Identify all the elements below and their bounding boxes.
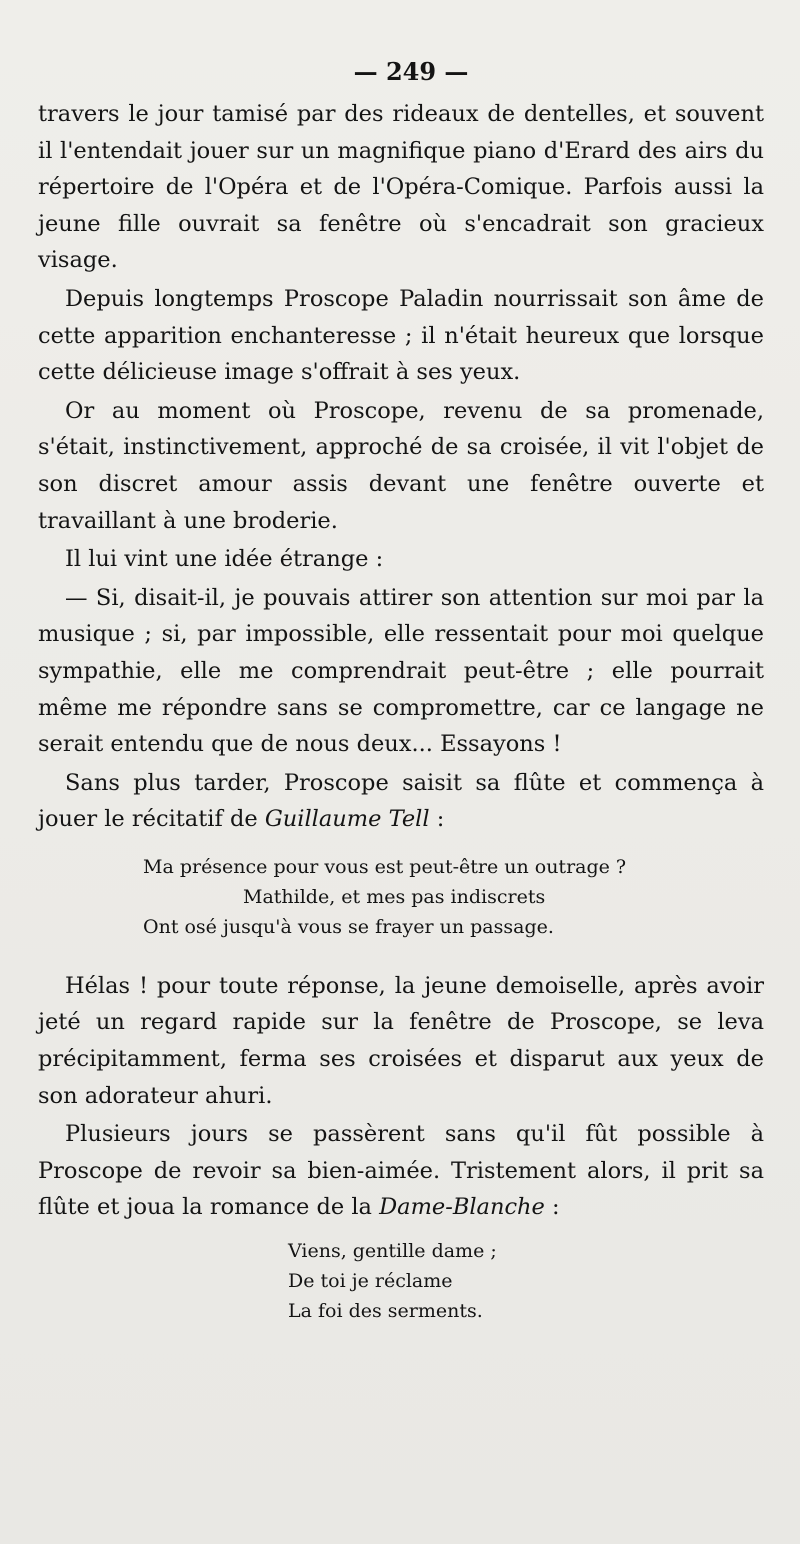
- page-number: — 249 —: [353, 57, 469, 86]
- paragraph: Depuis longtemps Proscope Paladin nourrissait son âme de cette apparition enchanteresse ; il n'était heureux que lorsque cette délicieuse image s'offrait à ses yeux.: [38, 285, 764, 386]
- paragraph: — Si, disait-il, je pouvais attirer son attention sur moi par la musique ; si, par impossible, elle ressentait pour moi quelque sympathie, elle me comprendrait peut-être ; elle pourrait même me répondre sans se compromettre, car ce langage ne serait entendu que de nous deux... Essayons !: [38, 584, 764, 758]
- paragraph-dame-blanche: [38, 1116, 764, 1226]
- paragraph-text: Plusieurs jours se passèrent sans qu'il fût possible à Proscope de revoir sa bien-aimée. Tristement alors, il prit sa flûte et joua la romance de la: [38, 1121, 764, 1221]
- verse-line: Mathilde, et mes pas indiscrets: [243, 885, 546, 908]
- verse-dame-blanche: [38, 1236, 764, 1326]
- verse-line: Viens, gentille dame ;: [288, 1240, 497, 1263]
- paragraph: Or au moment où Proscope, revenu de sa promenade, s'était, instinctivement, approché de sa croisée, il vit l'objet de son discret amour assis devant une fenêtre ouverte et travaillant à une broderie.: [38, 397, 764, 534]
- verse-line: La foi des serments.: [288, 1300, 483, 1323]
- paragraph: travers le jour tamisé par des rideaux de dentelles, et souvent il l'entendait jouer sur un magnifique piano d'Erard des airs du répertoire de l'Opéra et de l'Opéra-Comique. Parfois aussi la jeune fille ouvrait sa fenêtre où s'encadrait son gracieux visage.: [38, 101, 764, 274]
- verse-line: Ont osé jusqu'à vous se frayer un passage.: [143, 915, 554, 938]
- paragraph: Hélas ! pour toute réponse, la jeune demoiselle, après avoir jeté un regard rapide sur la fenêtre de Proscope, se leva précipitamment, ferma ses croisées et disparut aux yeux de son adorateur ahuri.: [38, 972, 764, 1109]
- paragraph-text: Sans plus tarder, Proscope saisit sa flûte et commença à jouer le récitatif de: [38, 769, 764, 833]
- paragraph-colon: :: [544, 1194, 560, 1221]
- paragraph-guillaume-tell: [38, 765, 764, 838]
- work-title-guillaume-tell: Guillaume Tell: [264, 806, 430, 833]
- verse-line: Ma présence pour vous est peut-être un outrage ?: [143, 855, 627, 878]
- paragraph-colon: :: [429, 806, 445, 833]
- work-title-dame-blanche: Dame-Blanche: [379, 1194, 545, 1221]
- page-body: [38, 96, 764, 1326]
- verse-guillaume-tell: [38, 852, 764, 942]
- verse-line: De toi je réclame: [288, 1270, 453, 1293]
- paragraph: Il lui vint une idée étrange :: [65, 546, 384, 573]
